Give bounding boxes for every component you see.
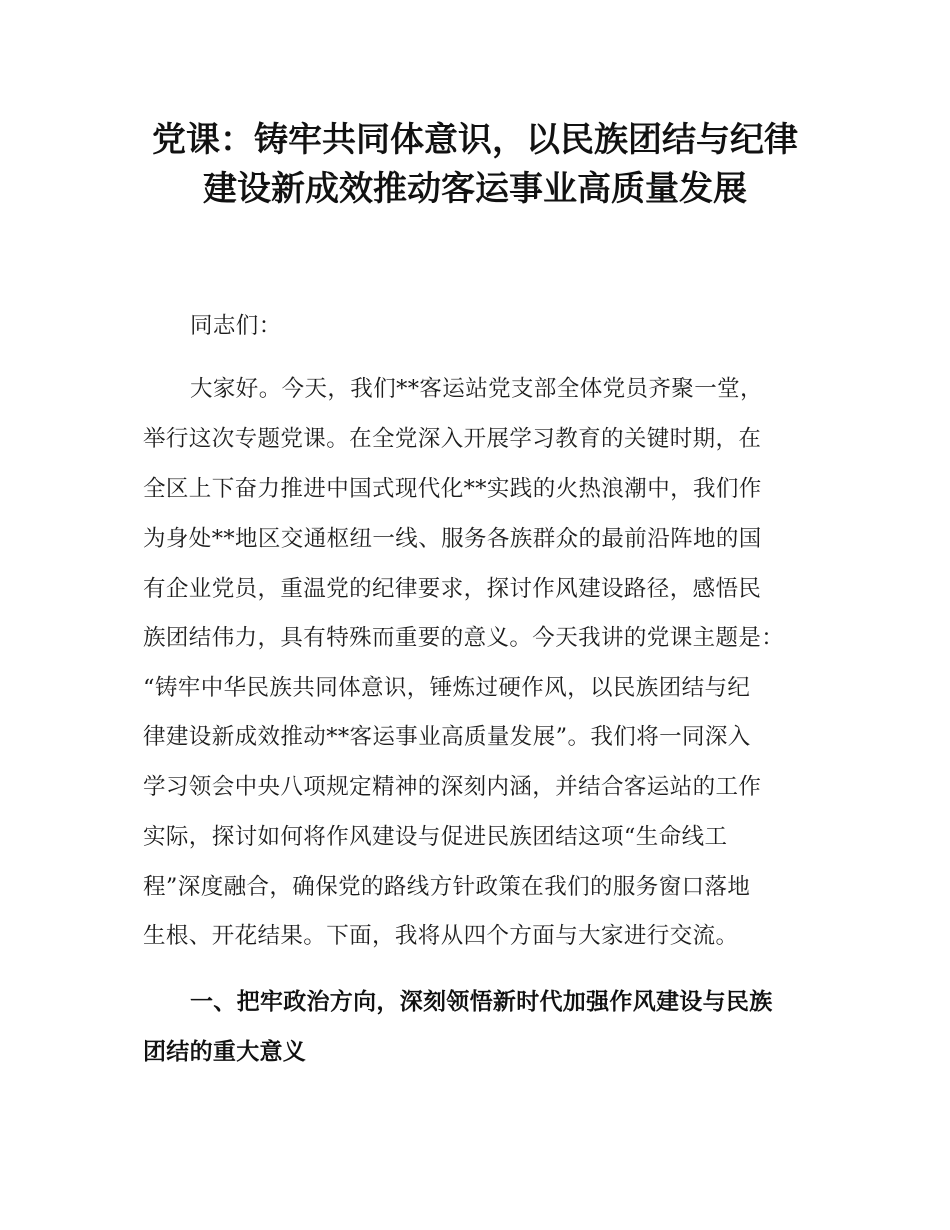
document-title-line-2: 建设新成效推动客运事业高质量发展: [203, 169, 747, 209]
salutation: 同志们：: [190, 313, 282, 339]
paragraph-line: 为身处**地区交通枢纽一线、服务各族群众的最前沿阵地的国: [143, 526, 762, 552]
section-heading-line-1: 一、把牢政治方向，深刻领悟新时代加强作风建设与民族: [190, 989, 773, 1015]
paragraph-line: 有企业党员，重温党的纪律要求，探讨作风建设路径，感悟民: [143, 576, 762, 602]
document-title-line-1: 党课：铸牢共同体意识，以民族团结与纪律: [152, 120, 798, 160]
paragraph-line: 学习领会中央八项规定精神的深刻内涵，并结合客运站的工作: [143, 774, 762, 800]
section-heading-line-2: 团结的重大意义: [143, 1039, 307, 1065]
paragraph-line: 生根、开花结果。下面，我将从四个方面与大家进行交流。: [143, 923, 739, 949]
paragraph-line: 全区上下奋力推进中国式现代化**实践的火热浪潮中，我们作: [143, 476, 762, 502]
paragraph-line: 实际，探讨如何将作风建设与促进民族团结这项“生命线工: [143, 824, 728, 850]
paragraph-line: 族团结伟力，具有特殊而重要的意义。今天我讲的党课主题是：: [143, 625, 785, 651]
paragraph-line: 程”深度融合，确保党的路线方针政策在我们的服务窗口落地: [143, 874, 751, 900]
paragraph-line: 大家好。今天，我们**客运站党支部全体党员齐聚一堂，: [190, 376, 763, 402]
paragraph-line: 律建设新成效推动**客运事业高质量发展”。我们将一同深入: [143, 724, 751, 750]
paragraph-line: 举行这次专题党课。在全党深入开展学习教育的关键时期，在: [143, 426, 762, 452]
paragraph-line: “铸牢中华民族共同体意识，锤炼过硬作风，以民族团结与纪: [143, 675, 751, 701]
